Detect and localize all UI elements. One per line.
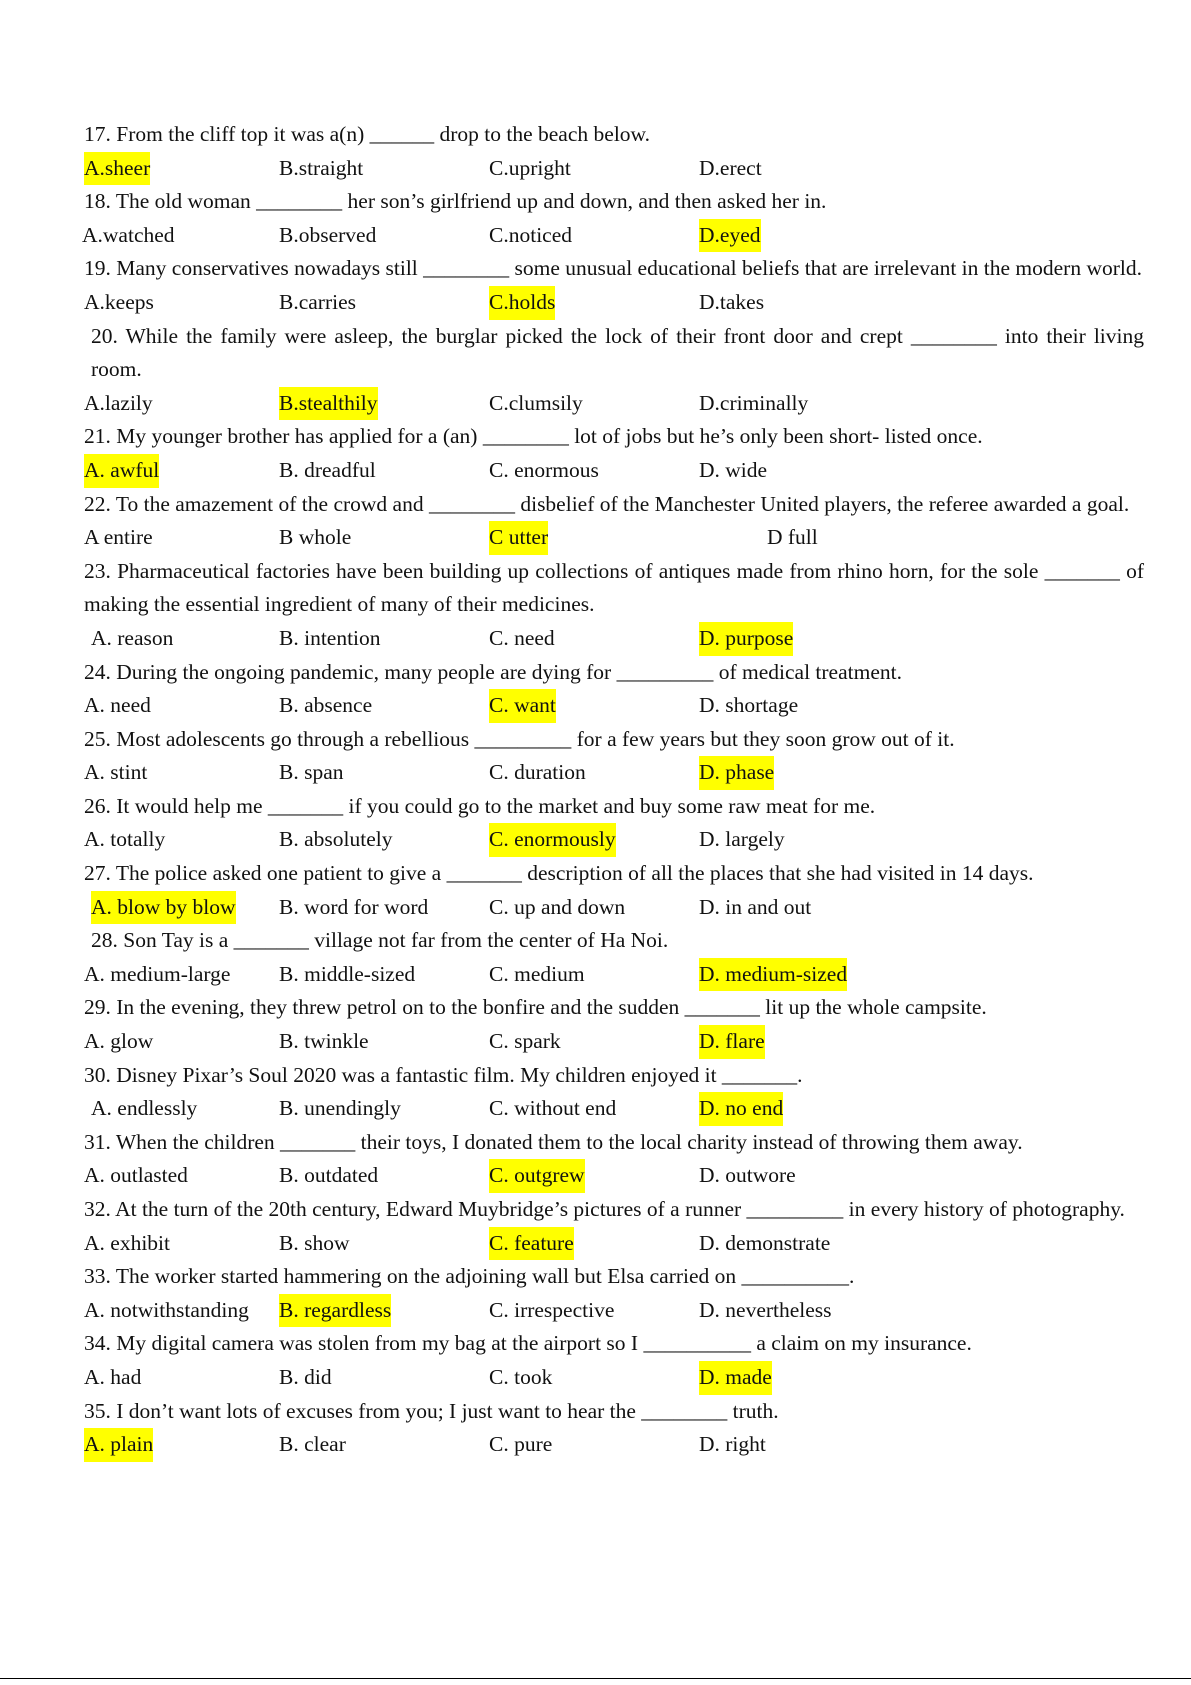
question-23-text: 23. Pharmaceutical factories have been building up collections of antiques made from rhino horn, for the sole _______ of making the essential ingredient of many of their medicines.	[84, 558, 1144, 617]
option-a: A. totally	[84, 827, 166, 852]
question-21	[84, 420, 1144, 487]
option-c: C. spark	[489, 1029, 561, 1054]
question-27	[84, 857, 1144, 924]
question-27-options	[84, 891, 1144, 925]
question-32	[84, 1193, 1144, 1260]
question-24-text: 24. During the ongoing pandemic, many people are dying for _________ of medical treatment.	[84, 659, 902, 684]
option-c: C. feature	[489, 1227, 574, 1261]
question-20-text: 20. While the family were asleep, the burglar picked the lock of their front door and crept ________ into their living room.	[91, 323, 1144, 382]
question-28-text: 28. Son Tay is a _______ village not far from the center of Ha Noi.	[91, 928, 669, 953]
option-d: D. shortage	[699, 693, 799, 718]
question-20	[84, 320, 1144, 421]
option-a: A. glow	[84, 1029, 154, 1054]
question-35-options	[84, 1428, 1144, 1462]
option-b: B. outdated	[279, 1163, 379, 1188]
question-35	[84, 1395, 1144, 1462]
question-29-text: 29. In the evening, they threw petrol on to the bonfire and the sudden _______ lit up the whole campsite.	[84, 995, 987, 1020]
option-d: D. largely	[699, 827, 785, 852]
option-d: D. right	[699, 1432, 766, 1457]
question-28	[84, 924, 1144, 991]
option-d: D. made	[699, 1361, 772, 1395]
question-33-options	[84, 1294, 1144, 1328]
option-b: B.stealthily	[279, 387, 378, 421]
question-18-options	[84, 219, 1144, 253]
question-30	[84, 1059, 1144, 1126]
option-a: A. outlasted	[84, 1163, 188, 1188]
question-26-options	[84, 823, 1144, 857]
option-b: B. span	[279, 760, 344, 785]
option-a: A.sheer	[84, 152, 150, 186]
option-d: D. no end	[699, 1092, 783, 1126]
question-29-options	[84, 1025, 1144, 1059]
option-c: C. need	[489, 625, 555, 650]
question-22	[84, 488, 1144, 555]
question-34-options	[84, 1361, 1144, 1395]
option-d: D. flare	[699, 1025, 765, 1059]
question-34-text: 34. My digital camera was stolen from my bag at the airport so I __________ a claim on my insurance.	[84, 1331, 972, 1356]
option-d: D. purpose	[699, 622, 793, 656]
option-a: A.lazily	[84, 390, 153, 415]
question-sheet	[84, 118, 1144, 1462]
question-33	[84, 1260, 1144, 1327]
option-c: C.clumsily	[489, 390, 583, 415]
question-17-options	[84, 152, 1144, 186]
option-b: B.carries	[279, 289, 357, 314]
option-d: D. wide	[699, 457, 768, 482]
option-d: D.eyed	[699, 219, 761, 253]
option-c: C. enormously	[489, 823, 616, 857]
option-b: B. word for word	[279, 894, 429, 919]
question-21-options	[84, 454, 1144, 488]
option-c: C. without end	[489, 1096, 617, 1121]
question-31-options	[84, 1159, 1144, 1193]
option-d: D. demonstrate	[699, 1230, 831, 1255]
option-c: C. pure	[489, 1432, 553, 1457]
option-c: C. irrespective	[489, 1297, 615, 1322]
option-c: C. medium	[489, 961, 585, 986]
option-b: B. middle-sized	[279, 961, 416, 986]
question-17-text: 17. From the cliff top it was a(n) ______ drop to the beach below.	[84, 122, 651, 146]
question-24	[84, 656, 1144, 723]
option-d: D.takes	[699, 289, 765, 314]
option-b: B. show	[279, 1230, 350, 1255]
option-c: C. want	[489, 689, 556, 723]
question-34	[84, 1327, 1144, 1394]
option-a: A. medium-large	[84, 961, 231, 986]
question-31	[84, 1126, 1144, 1193]
question-28-options	[84, 958, 1144, 992]
option-d: D. medium-sized	[699, 958, 847, 992]
option-b: B. dreadful	[279, 457, 376, 482]
question-26-text: 26. It would help me _______ if you could go to the market and buy some raw meat for me.	[84, 793, 876, 818]
question-31-text: 31. When the children _______ their toys, I donated them to the local charity instead of throwing them away.	[84, 1129, 1023, 1154]
option-a: A.keeps	[84, 289, 154, 314]
question-19-text: 19. Many conservatives nowadays still ________ some unusual educational beliefs that are irrelevant in the modern world.	[84, 256, 1143, 281]
question-24-options	[84, 689, 1144, 723]
question-25	[84, 723, 1144, 790]
option-c: C. duration	[489, 760, 586, 785]
question-23-options	[84, 622, 1144, 656]
option-a: A. blow by blow	[91, 891, 236, 925]
question-26	[84, 790, 1144, 857]
question-23	[84, 555, 1144, 656]
question-25-options	[84, 756, 1144, 790]
option-b: B.straight	[279, 155, 364, 180]
option-c: C utter	[489, 521, 548, 555]
option-c: C. enormous	[489, 457, 599, 482]
question-18	[84, 185, 1144, 252]
option-c: C. up and down	[489, 894, 626, 919]
question-27-text: 27. The police asked one patient to give a _______ description of all the places that she had visited in 14 days.	[84, 861, 1034, 886]
option-a: A. reason	[91, 625, 174, 650]
option-d: D. phase	[699, 756, 774, 790]
question-25-text: 25. Most adolescents go through a rebellious _________ for a few years but they soon grow out of it.	[84, 726, 955, 751]
option-a: A. endlessly	[91, 1096, 198, 1121]
question-30-text: 30. Disney Pixar’s Soul 2020 was a fantastic film. My children enjoyed it _______.	[84, 1062, 803, 1087]
question-30-options	[84, 1092, 1144, 1126]
question-17	[84, 118, 1144, 185]
question-29	[84, 991, 1144, 1058]
option-d: D.erect	[699, 155, 762, 180]
option-a: A. stint	[84, 760, 148, 785]
option-a: A. need	[84, 693, 151, 718]
option-d: D. nevertheless	[699, 1297, 832, 1322]
option-a: A. exhibit	[84, 1230, 170, 1255]
option-a: A entire	[84, 525, 153, 550]
question-33-text: 33. The worker started hammering on the adjoining wall but Elsa carried on __________.	[84, 1264, 855, 1289]
option-a: A. awful	[84, 454, 159, 488]
option-a: A.watched	[82, 222, 175, 247]
question-22-text: 22. To the amazement of the crowd and ________ disbelief of the Manchester United players, the referee awarded a goal.	[84, 491, 1130, 516]
footer-divider	[0, 1678, 1191, 1679]
option-c: C.noticed	[489, 222, 572, 247]
question-22-options	[84, 521, 1144, 555]
option-a: A. notwithstanding	[84, 1297, 249, 1322]
option-b: B whole	[279, 525, 352, 550]
option-a: A. had	[84, 1364, 142, 1389]
option-b: B. did	[279, 1364, 332, 1389]
question-21-text: 21. My younger brother has applied for a (an) ________ lot of jobs but he’s only been short- listed once.	[84, 424, 983, 449]
option-b: B. absence	[279, 693, 373, 718]
option-b: B. unendingly	[279, 1096, 401, 1121]
option-c: C. outgrew	[489, 1159, 585, 1193]
question-35-text: 35. I don’t want lots of excuses from you; I just want to hear the ________ truth.	[84, 1398, 779, 1423]
option-c: C.holds	[489, 286, 555, 320]
option-b: B. intention	[279, 625, 381, 650]
question-18-text: 18. The old woman ________ her son’s girlfriend up and down, and then asked her in.	[84, 189, 827, 214]
question-32-options	[84, 1227, 1144, 1261]
question-32-text: 32. At the turn of the 20th century, Edward Muybridge’s pictures of a runner _________ in every history of photography.	[84, 1197, 1125, 1221]
option-b: B. regardless	[279, 1294, 391, 1328]
option-d: D full	[767, 525, 818, 550]
option-b: B. absolutely	[279, 827, 393, 852]
question-20-options	[84, 387, 1144, 421]
question-19-options	[84, 286, 1144, 320]
question-19	[84, 252, 1144, 319]
option-b: B. clear	[279, 1432, 346, 1457]
option-d: D. in and out	[699, 894, 812, 919]
option-b: B.observed	[279, 222, 377, 247]
option-c: C. took	[489, 1364, 553, 1389]
option-d: D. outwore	[699, 1163, 796, 1188]
option-a: A. plain	[84, 1428, 153, 1462]
option-d: D.criminally	[699, 390, 809, 415]
option-b: B. twinkle	[279, 1029, 369, 1054]
option-c: C.upright	[489, 155, 571, 180]
